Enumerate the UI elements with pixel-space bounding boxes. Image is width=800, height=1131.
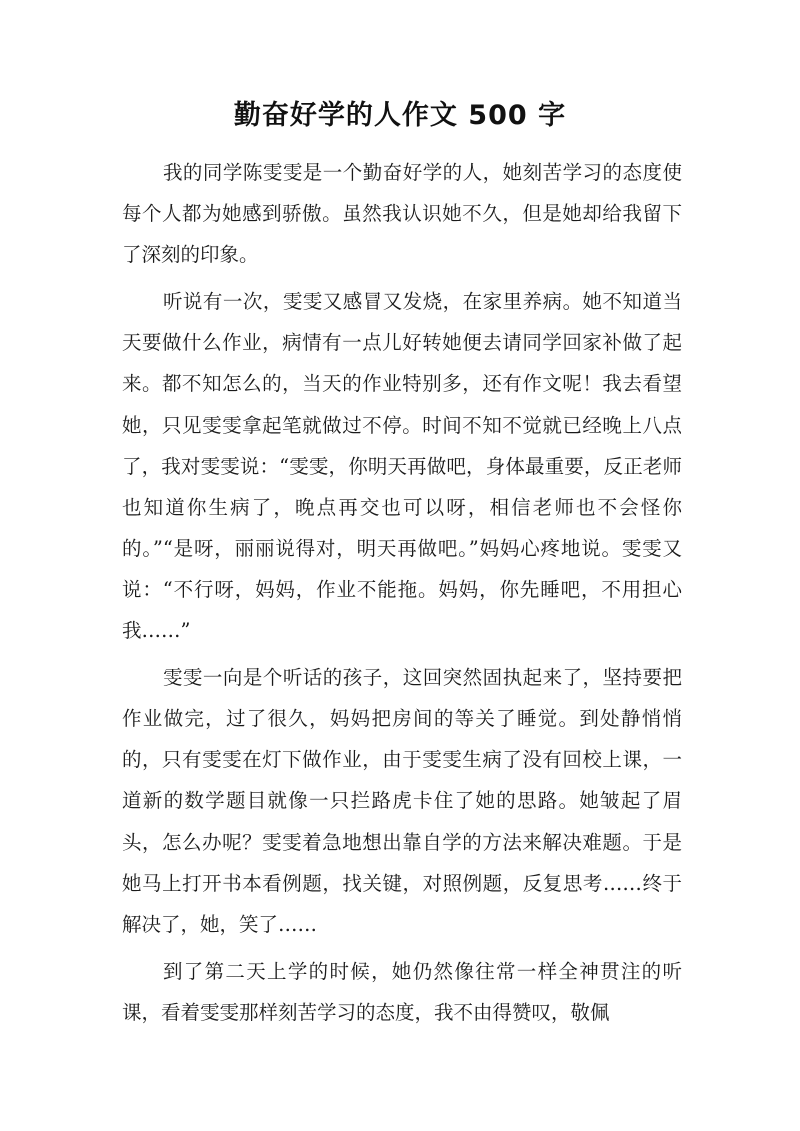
document-title: 勤奋好学的人作文 500 字 <box>233 100 567 131</box>
paragraph: 我的同学陈雯雯是一个勤奋好学的人，她刻苦学习的态度使每个人都为她感到骄傲。虽然我认识她不久，但是她却给我留下了深刻的印象。 <box>122 161 682 267</box>
document-body <box>122 152 682 1039</box>
paragraph: 雯雯一向是个听话的孩子，这回突然固执起来了，坚持要把作业做完，过了很久，妈妈把房间的等关了睡觉。到处静悄悄的，只有雯雯在灯下做作业，由于雯雯生病了没有回校上课，一道新的数学题目就像一只拦路虎卡住了她的思路。她皱起了眉头，怎么办呢？雯雯着急地想出靠自学的方法来解决难题。于是她马上打开书本看例题，找关键，对照例题，反复思考……终于解决了，她，笑了…… <box>122 666 682 936</box>
paragraph: 到了第二天上学的时候，她仍然像往常一样全神贯注的听课，看着雯雯那样刻苦学习的态度，我不由得赞叹，敬佩 <box>122 959 682 1024</box>
paragraph: 听说有一次，雯雯又感冒又发烧，在家里养病。她不知道当天要做什么作业，病情有一点儿好转她便去请同学回家补做了起来。都不知怎么的，当天的作业特别多，还有作文呢！我去看望她，只见雯雯拿起笔就做过不停。时间不知不觉就已经晚上八点了，我对雯雯说：“雯雯，你明天再做吧，身体最重要，反正老师也知道你生病了，晚点再交也可以呀，相信老师也不会怪你的。”“是呀，丽丽说得对，明天再做吧。”妈妈心疼地说。雯雯又说：“不行呀，妈妈，作业不能拖。妈妈，你先睡吧，不用担心我……” <box>122 290 682 643</box>
